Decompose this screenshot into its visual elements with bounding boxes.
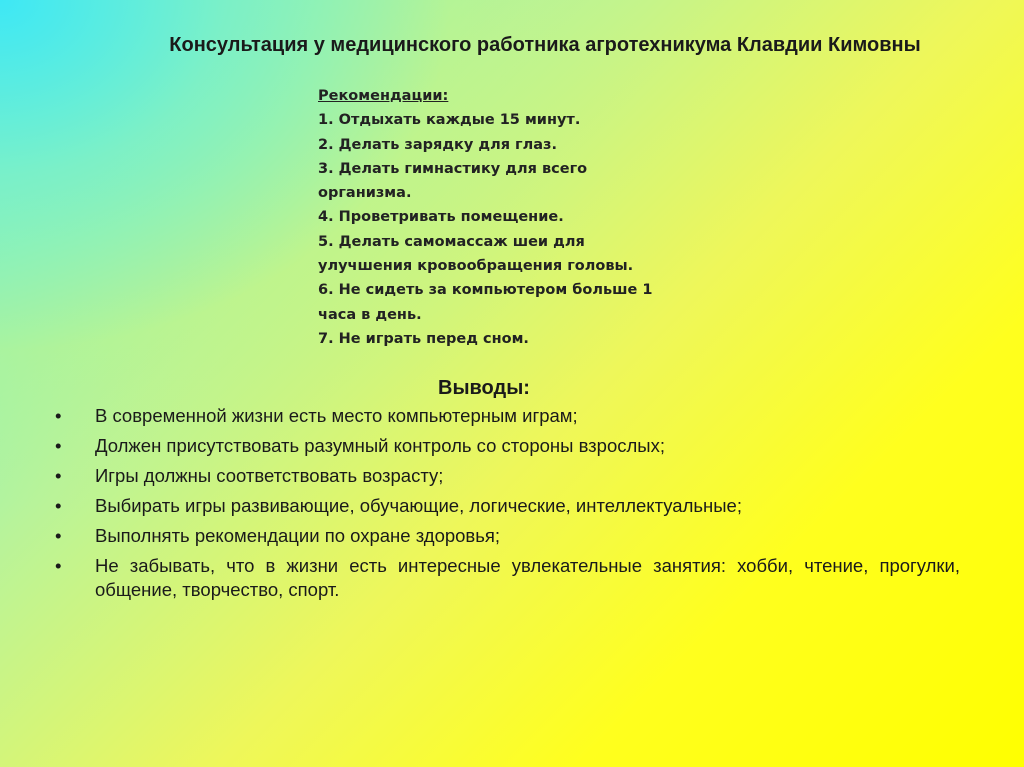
conclusion-item bbox=[52, 434, 960, 458]
recommendation-item: 6. Не сидеть за компьютером больше 1 часа в день. bbox=[318, 282, 653, 323]
conclusion-item bbox=[52, 524, 960, 548]
recommendation-item: 4. Проветривать помещение. bbox=[318, 209, 564, 226]
conclusions-heading: Выводы: bbox=[438, 377, 530, 399]
slide-title: Консультация у медицинского работника агротехникума Клавдии Кимовны bbox=[169, 34, 921, 56]
recommendations-list bbox=[318, 108, 678, 351]
conclusion-item bbox=[52, 494, 960, 518]
recommendations-block bbox=[318, 84, 678, 351]
recommendation-item: 5. Делать самомассаж шеи для улучшения кровообращения головы. bbox=[318, 233, 634, 275]
recommendation-item: 3. Делать гимнастику для всего организма. bbox=[318, 160, 588, 202]
bullet-icon: • bbox=[55, 495, 62, 516]
recommendation-item: 7. Не играть перед сном. bbox=[318, 330, 529, 347]
bullet-icon: • bbox=[55, 435, 62, 456]
conclusion-text: Выполнять рекомендации по охране здоровья; bbox=[95, 525, 501, 546]
conclusion-item bbox=[52, 404, 960, 428]
conclusions-list bbox=[52, 404, 960, 608]
conclusion-text: Выбирать игры развивающие, обучающие, логические, интеллектуальные; bbox=[95, 495, 742, 516]
conclusion-item bbox=[52, 554, 960, 602]
bullet-icon: • bbox=[55, 405, 62, 426]
recommendations-heading: Рекомендации: bbox=[318, 88, 449, 104]
bullet-icon: • bbox=[55, 525, 62, 546]
recommendation-item: 2. Делать зарядку для глаз. bbox=[318, 136, 557, 153]
bullet-icon: • bbox=[55, 555, 62, 576]
conclusion-text: Игры должны соответствовать возрасту; bbox=[95, 465, 444, 486]
conclusion-item bbox=[52, 464, 960, 488]
bullet-icon: • bbox=[55, 465, 62, 486]
recommendation-item: 1. Отдыхать каждые 15 минут. bbox=[318, 112, 581, 129]
conclusion-text: Должен присутствовать разумный контроль со стороны взрослых; bbox=[95, 435, 665, 456]
conclusion-text: Не забывать, что в жизни есть интересные увлекательные занятия: хобби, чтение, прогулки, общение, творчество, спорт. bbox=[95, 555, 960, 600]
conclusion-text: В современной жизни есть место компьютерным играм; bbox=[95, 405, 578, 426]
